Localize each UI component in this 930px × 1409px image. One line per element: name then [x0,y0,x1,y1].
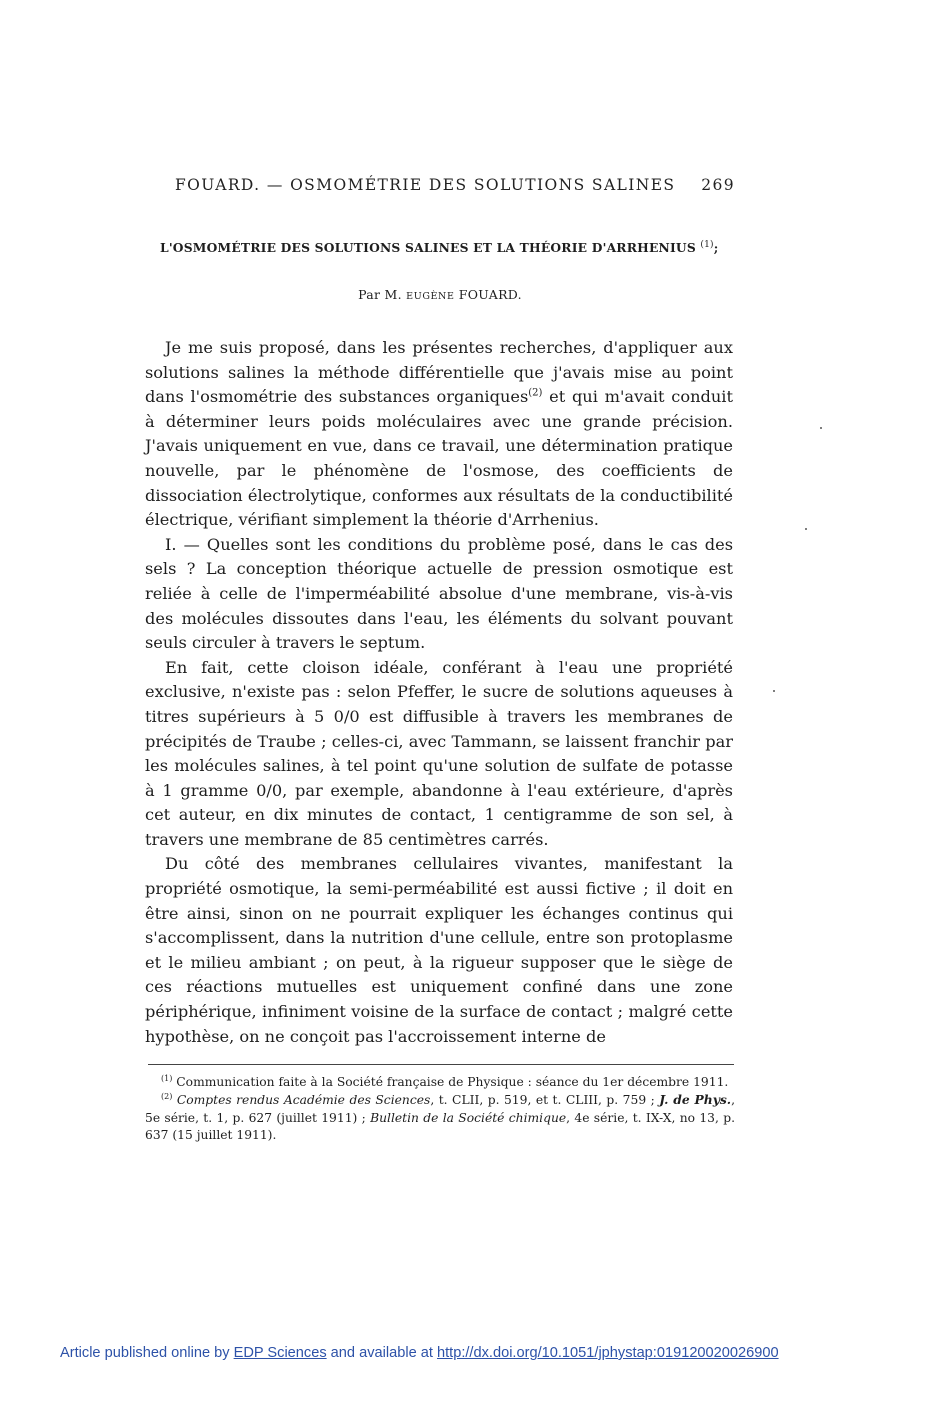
article-body [145,336,733,1049]
footnotes [145,1074,735,1145]
paragraph-3: En fait, cette cloison idéale, conférant à l'eau une propriété exclusive, n'existe pas : selon Pfeffer, le sucre de solutions aqueuses à titres supérieurs à 5 0/0 est diffusible à travers les membranes de précipités de Traube ; celles-ci, avec Tammann, se laissent franchir par les molécules salines, à tel point qu'une solution de sulfate de potasse à 1 gramme 0/0, par exemple, abandonne à l'eau extérieure, d'après cet auteur, en dix minutes de contact, 1 centigramme de son sel, à travers une membrane de 85 centimètres carrés. [145,657,733,849]
footnote-divider [148,1064,734,1065]
paragraph-1: Je me suis proposé, dans les présentes recherches, d'appliquer aux solutions salines la méthode différentielle que j'avais mise au point dans l'osmométrie des substances organiques$^{(2)}$ et qui m'avait conduit à déterminer leurs poids moléculaires avec une grande précision. J'avais uniquement en vue, dans ce travail, une détermination pratique nouvelle, par le phénomène de l'osmose, des coefficients de dissociation électrolytique, conformes aux résultats de la conductibilité électrique, vérifiant simplement la théorie d'Arrhenius. [145,338,733,530]
author-first-name: EUGÈNE [406,291,455,302]
byline: Par M. EUGÈNE FOUARD. [358,287,522,302]
scan-speck [820,427,822,429]
author-last-name: FOUARD. [458,287,522,302]
publisher-footer: Article published online by EDP Sciences and available at http://dx.doi.org/10.1051/jphystap:019120020026900 [60,1345,779,1361]
footnote-1: $^{(1)}$ Communication faite à la Société française de Physique : séance du 1er décembre 1911. [161,1073,729,1089]
paragraph-2: I. — Quelles sont les conditions du problème posé, dans le cas des sels ? La conception théorique actuelle de pression osmotique est reliée à celle de l'imperméabilité absolue d'une membrane, vis-à-vis des molécules dissoutes dans l'eau, les éléments du solvant pouvant seuls circuler à travers le septum. [145,534,733,653]
article-title-text: L'OSMOMÉTRIE DES SOLUTIONS SALINES ET LA THÉORIE D'ARRHENIUS [160,240,696,256]
scan-speck [773,690,775,692]
article-title: L'OSMOMÉTRIE DES SOLUTIONS SALINES ET LA THÉORIE D'ARRHENIUS $^{(1)}$; [160,240,719,256]
scan-speck [805,528,807,530]
running-head [175,176,735,194]
footnote-ref-2[interactable]: (2) [528,387,543,399]
doi-link[interactable]: http://dx.doi.org/10.1051/jphystap:019120020026900 [436,1345,779,1361]
footnote-2: $^{(2)}$ Comptes rendus Académie des Sciences, t. CLII, p. 519, et t. CLIII, p. 759 ; J. de Phys., 5e série, t. 1, p. 627 (juillet 1911) ; Bulletin de la Société chimique, 4e série, t. IX-X, no 13, p. 637 (15 juillet 1911). [145,1092,736,1143]
running-head-title: FOUARD. — OSMOMÉTRIE DES SOLUTIONS SALINES [175,176,676,194]
paragraph-4: Du côté des membranes cellulaires vivantes, manifestant la propriété osmotique, la semi-perméabilité est aussi fictive ; il doit en être ainsi, sinon on ne pourrait expliquer les échanges continus qui s'accomplissent, dans la nutrition d'une cellule, entre son protoplasme et le milieu ambiant ; on peut, à la rigueur supposer que le siège de ces réactions mutuelles est uniquement confiné dans une zone périphérique, infiniment voisine de la surface de contact ; malgré cette hypothèse, on ne conçoit pas l'accroissement interne de [145,854,733,1046]
page-number: 269 [701,176,735,194]
title-footnote-ref[interactable]: (1) [700,240,714,250]
edp-sciences-link[interactable]: EDP Sciences [233,1345,327,1361]
